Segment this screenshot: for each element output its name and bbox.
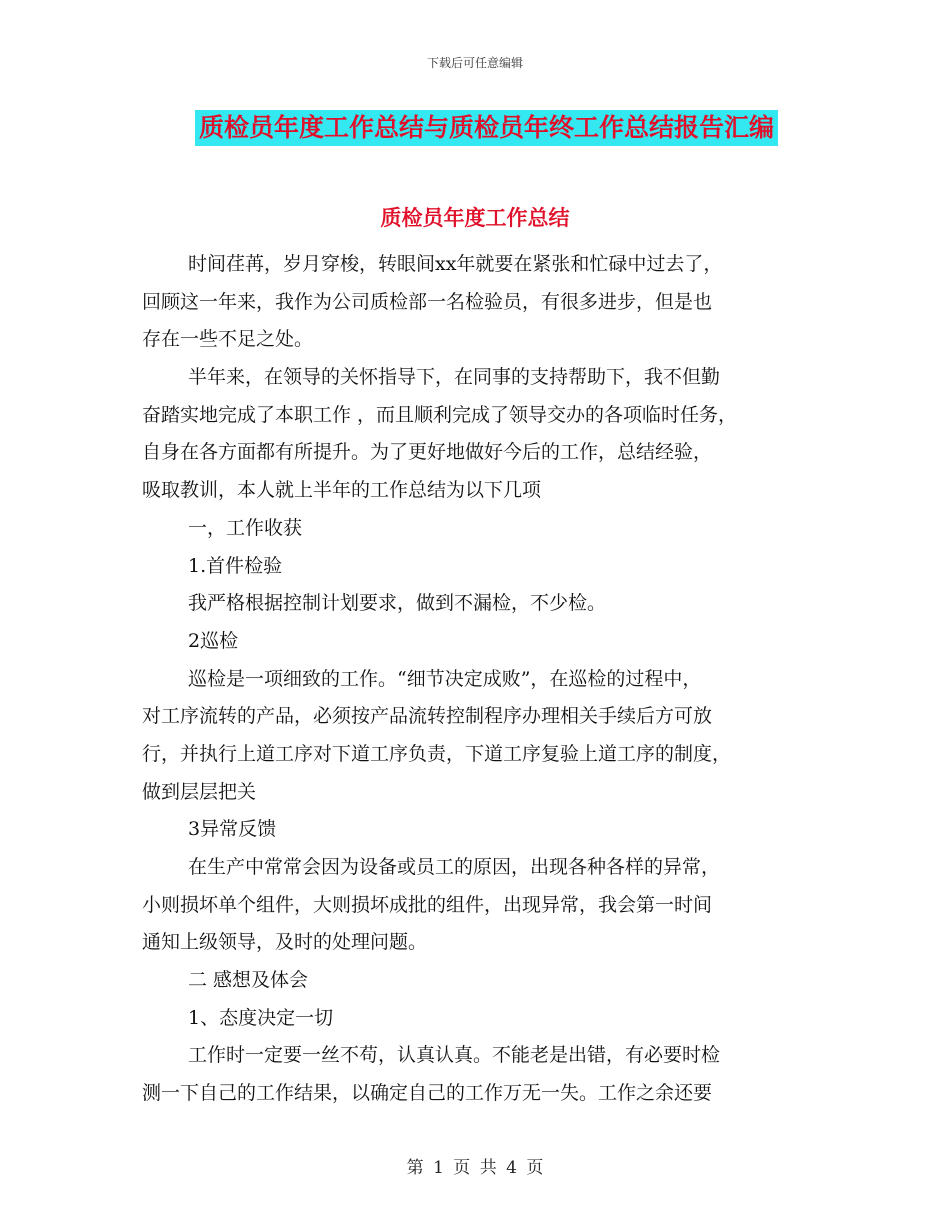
document-body <box>142 246 822 1113</box>
text-line: 我严格根据控制计划要求，做到不漏检，不少检。 <box>188 592 607 615</box>
text-line: 工作时一定要一丝不苟，认真认真。不能老是出错，有必要时检 <box>188 1044 721 1067</box>
text-line: 在生产中常常会因为设备或员工的原因，出现各种各样的异常， <box>188 856 721 878</box>
section-title: 质检员年度工作总结 <box>380 205 570 230</box>
text-line: 做到层层把关 <box>142 780 257 803</box>
text-line: 回顾这一年来，我作为公司质检部一名检验员，有很多进步，但是也 <box>142 290 713 313</box>
text-line: 对工序流转的产品，必须按产品流转控制程序办理相关手续后方可放 <box>142 705 713 728</box>
text-line: 2巡检 <box>188 629 239 652</box>
text-line: 巡检是一项细致的工作。“细节决定成败”，在巡检的过程中， <box>188 667 702 690</box>
text-line: 小则损坏单个组件，大则损坏成批的组件，出现异常，我会第一时间 <box>142 893 713 916</box>
text-line: 吸取教训，本人就上半年的工作总结为以下几项 <box>142 479 542 502</box>
text-line: 3异常反馈 <box>188 818 277 841</box>
text-line: 测一下自己的工作结果，以确定自己的工作万无一失。工作之余还要 <box>142 1082 713 1105</box>
text-line: 通知上级领导，及时的处理问题。 <box>142 931 428 954</box>
text-line: 时间荏苒，岁月穿梭，转眼间xx年就要在紧张和忙碌中过去了， <box>188 253 723 275</box>
text-line: 1.首件检验 <box>188 554 283 577</box>
text-line: 1、态度决定一切 <box>188 1006 334 1029</box>
header-note: 下载后可任意编辑 <box>426 56 523 70</box>
page-footer: 第 1 页 共 4 页 <box>406 1158 544 1178</box>
text-line: 存在一些不足之处。 <box>142 328 314 351</box>
document-title: 质检员年度工作总结与质检员年终工作总结报告汇编 <box>195 110 778 146</box>
text-line: 二 感想及体会 <box>188 969 309 992</box>
text-line: 行，并执行上道工序对下道工序负责，下道工序复验上道工序的制度， <box>142 742 732 765</box>
text-line: 奋踏实地完成了本职工作 ，而且顺利完成了领导交办的各项临时任务， <box>142 403 738 426</box>
text-line: 半年来，在领导的关怀指导下，在同事的支持帮助下，我不但勤 <box>188 366 721 389</box>
text-line: 自身在各方面都有所提升。为了更好地做好今后的工作，总结经验， <box>142 441 713 464</box>
text-line: 一，工作收获 <box>188 516 303 539</box>
